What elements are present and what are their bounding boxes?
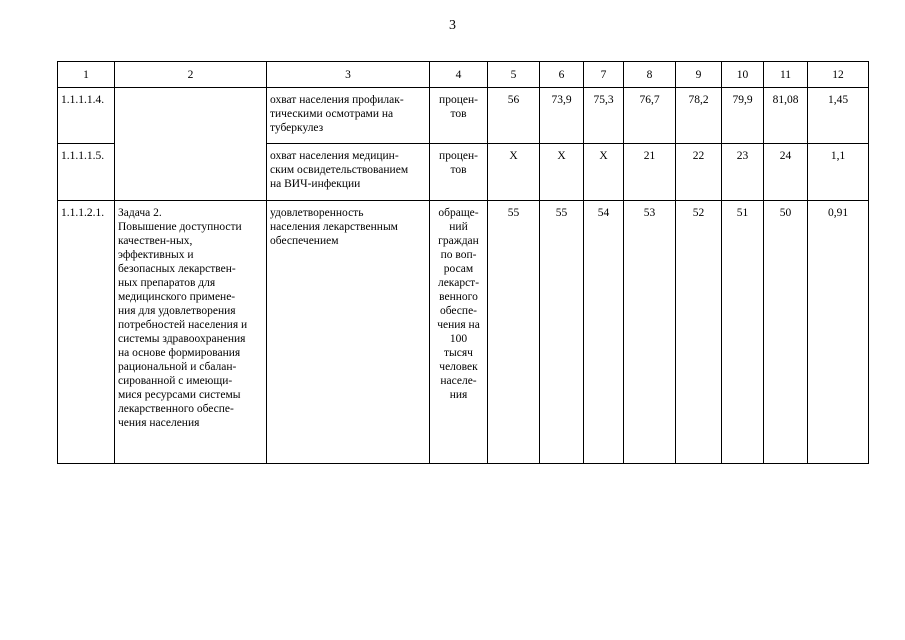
indicator-cell xyxy=(267,88,430,144)
value-cell: 73,9 xyxy=(540,88,584,144)
task-line: медицинского примене- xyxy=(118,291,236,303)
value-cell: 51 xyxy=(722,201,764,464)
value-cell: 54 xyxy=(584,201,624,464)
value-cell: 79,9 xyxy=(722,88,764,144)
value-cell: 22 xyxy=(676,144,722,201)
unit-line: процен- xyxy=(439,150,478,162)
unit-line: чения на xyxy=(437,319,480,331)
column-header: 10 xyxy=(722,62,764,88)
indicator-line: ским освидетельствованием xyxy=(270,164,409,176)
unit-line: по воп- xyxy=(440,249,477,261)
value-cell: 23 xyxy=(722,144,764,201)
task-line: безопасных лекарствен- xyxy=(118,263,236,275)
unit-line: человек xyxy=(439,361,478,373)
task-cell xyxy=(115,201,267,464)
task-line: сированной с имеющи- xyxy=(118,375,233,387)
table-header-row xyxy=(58,62,869,88)
unit-line: ний xyxy=(449,221,468,233)
task-line: лекарственного обеспе- xyxy=(118,403,234,415)
column-header: 7 xyxy=(584,62,624,88)
value-cell: 55 xyxy=(488,201,540,464)
task-cell-empty xyxy=(115,88,267,201)
unit-line: процен- xyxy=(439,94,478,106)
task-line: ния для удовлетворения xyxy=(118,305,236,317)
task-line: Задача 2. xyxy=(118,207,162,219)
task-line: качествен-ных, xyxy=(118,235,193,247)
indicator-line: удовлетворенность xyxy=(270,207,364,219)
unit-cell xyxy=(430,88,488,144)
task-line: ных препаратов для xyxy=(118,277,216,289)
task-line: системы здравоохранения xyxy=(118,333,246,345)
value-cell: 24 xyxy=(764,144,808,201)
value-cell: 75,3 xyxy=(584,88,624,144)
column-header: 6 xyxy=(540,62,584,88)
unit-line: лекарст- xyxy=(437,277,480,289)
task-line: эффективных и xyxy=(118,249,194,261)
column-header: 9 xyxy=(676,62,722,88)
value-cell: 76,7 xyxy=(624,88,676,144)
unit-line: обеспе- xyxy=(439,305,478,317)
column-header: 11 xyxy=(764,62,808,88)
value-cell: 56 xyxy=(488,88,540,144)
indicator-line: на ВИЧ-инфекции xyxy=(270,178,361,190)
unit-line: тов xyxy=(450,164,467,176)
task-line: Повышение доступности xyxy=(118,221,242,233)
indicator-line: населения лекарственным xyxy=(270,221,398,233)
column-header: 8 xyxy=(624,62,676,88)
row-code: 1.1.1.1.5. xyxy=(58,144,115,201)
unit-line: тысяч xyxy=(444,347,473,359)
unit-line: 100 xyxy=(449,333,468,345)
value-cell: X xyxy=(584,144,624,201)
row-code: 1.1.1.2.1. xyxy=(58,201,115,464)
value-cell: 50 xyxy=(764,201,808,464)
unit-line: ния xyxy=(449,389,468,401)
value-cell: X xyxy=(540,144,584,201)
unit-line: тов xyxy=(450,108,467,120)
value-cell: 78,2 xyxy=(676,88,722,144)
table-row xyxy=(58,201,869,464)
unit-line: граждан xyxy=(438,235,479,247)
indicator-line: туберкулез xyxy=(270,122,324,134)
task-line: мися ресурсами системы xyxy=(118,389,241,401)
value-cell: 52 xyxy=(676,201,722,464)
value-cell: 0,91 xyxy=(808,201,869,464)
value-cell: 53 xyxy=(624,201,676,464)
column-header: 4 xyxy=(430,62,488,88)
value-cell: 1,1 xyxy=(808,144,869,201)
page-number: 3 xyxy=(449,18,456,33)
task-line: рациональной и сбалан- xyxy=(118,361,237,373)
unit-line: обраще- xyxy=(438,207,479,219)
column-header: 2 xyxy=(115,62,267,88)
indicator-line: тическими осмотрами на xyxy=(270,108,394,120)
indicator-cell xyxy=(267,201,430,464)
indicators-table xyxy=(57,61,869,464)
unit-line: росам xyxy=(443,263,474,275)
value-cell: 55 xyxy=(540,201,584,464)
column-header: 3 xyxy=(267,62,430,88)
indicator-cell xyxy=(267,144,430,201)
table-row xyxy=(58,88,869,144)
task-line: потребностей населения и xyxy=(118,319,248,331)
task-line: на основе формирования xyxy=(118,347,241,359)
unit-cell xyxy=(430,201,488,464)
indicator-line: охват населения профилак- xyxy=(270,94,404,106)
value-cell: 81,08 xyxy=(764,88,808,144)
column-header: 5 xyxy=(488,62,540,88)
unit-line: населе- xyxy=(440,375,477,387)
indicator-line: обеспечением xyxy=(270,235,339,247)
column-header: 12 xyxy=(808,62,869,88)
value-cell: 1,45 xyxy=(808,88,869,144)
unit-line: венного xyxy=(439,291,478,303)
unit-cell xyxy=(430,144,488,201)
indicator-line: охват населения медицин- xyxy=(270,150,399,162)
value-cell: 21 xyxy=(624,144,676,201)
row-code: 1.1.1.1.4. xyxy=(58,88,115,144)
value-cell: X xyxy=(488,144,540,201)
task-line: чения населения xyxy=(118,417,200,429)
column-header: 1 xyxy=(58,62,115,88)
